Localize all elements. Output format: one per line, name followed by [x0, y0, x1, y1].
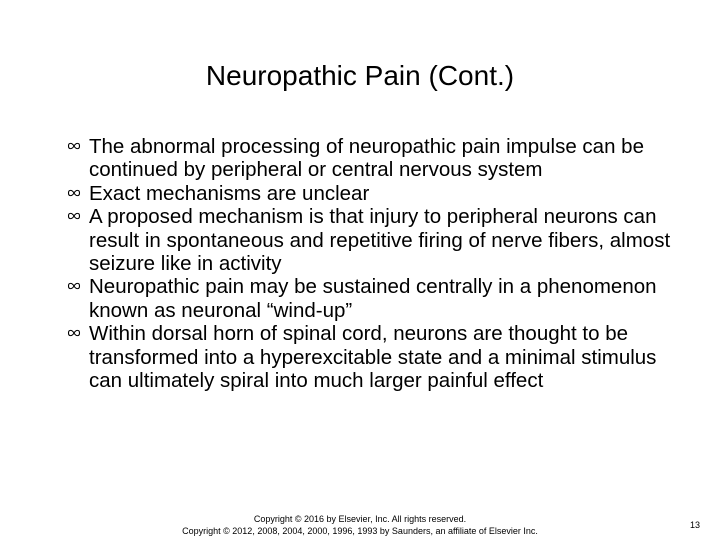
slide-title: Neuropathic Pain (Cont.) — [205, 60, 515, 91]
copyright-footer — [80, 513, 640, 537]
infinity-bullet-icon — [67, 140, 81, 152]
infinity-bullet-icon — [67, 280, 81, 292]
bullet-item — [67, 182, 677, 205]
copyright-line-1: Copyright © 2016 by Elsevier, Inc. All rights reserved. — [253, 514, 467, 524]
bullet-item — [67, 275, 677, 322]
infinity-bullet-icon — [67, 210, 81, 222]
copyright-line-2: Copyright © 2012, 2008, 2004, 2000, 1996, 1993 by Saunders, an affiliate of Elsevier Inc. — [182, 526, 538, 536]
bullet-text: Neuropathic pain may be sustained centrally in a phenomenon known as neuronal “wind-up” — [89, 275, 657, 322]
page-number: 13 — [690, 520, 701, 530]
bullet-text: Within dorsal horn of spinal cord, neurons are thought to be transformed into a hyperexcitable state and a minimal stimulus can ultimately spiral into much larger painful effect — [89, 322, 657, 393]
infinity-bullet-icon — [67, 187, 81, 199]
bullet-item — [67, 135, 677, 182]
bullet-text: Exact mechanisms are unclear — [89, 181, 370, 205]
bullet-text: The abnormal processing of neuropathic pain impulse can be continued by peripheral or central nervous system — [89, 135, 644, 182]
bullet-text: A proposed mechanism is that injury to peripheral neurons can result in spontaneous and repetitive firing of nerve fibers, almost seizure like in activity — [89, 205, 671, 276]
bullet-item — [67, 205, 677, 275]
bullet-item — [67, 322, 677, 392]
bullet-list — [67, 135, 677, 392]
infinity-bullet-icon — [67, 327, 81, 339]
